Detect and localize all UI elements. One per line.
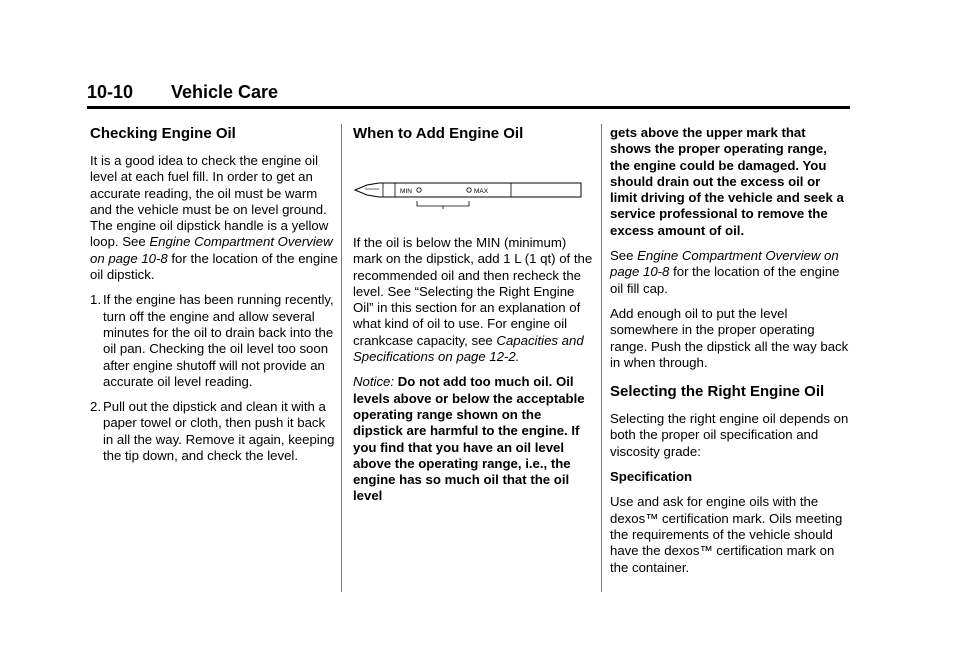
step-2 <box>90 399 338 464</box>
heading-when-to-add-oil: When to Add Engine Oil <box>353 125 524 142</box>
see-paragraph <box>610 248 850 297</box>
notice-paragraph <box>353 374 593 504</box>
intro-text: It is a good idea to check the engine oil level at each fuel fill. In order to get an accurate reading, the oil must be warm and the vehicle must be on level ground. The engine oil dipstick handle is a yellow loop. See <box>90 153 329 250</box>
step-number: 2. <box>90 399 101 415</box>
column-divider <box>601 124 602 592</box>
specification-paragraph: Use and ask for engine oils with the dexos™ certification mark. Oils meeting the requirements of the vehicle should have the dexos™ certification mark on the container. <box>610 494 843 575</box>
operating-range-bracket <box>417 201 469 206</box>
step-number: 1. <box>90 292 101 308</box>
step-1 <box>90 292 338 390</box>
max-label: MAX <box>474 188 489 195</box>
add-oil-text: If the oil is below the MIN (minimum) mark on the dipstick, add 1 L (1 qt) of the recommended oil and then recheck the level. See “Selecting the Right Engine Oil” in this section for an explanation of what kind of oil to use. For engine oil crankcase capacity, see <box>353 235 593 348</box>
dipstick-figure <box>353 155 583 215</box>
intro-paragraph <box>90 153 338 283</box>
engine-compartment-reference: Engine Compartment Overview on page 10‑8 <box>90 234 333 266</box>
notice-label: Notice: <box>353 374 395 390</box>
selecting-paragraph: Selecting the right engine oil depends on both the proper oil specification and viscosity grade: <box>610 411 849 459</box>
engine-compartment-reference: Engine Compartment Overview on page 10‑8 <box>610 248 839 280</box>
add-enough-paragraph: Add enough oil to put the level somewhere in the proper operating range. Push the dipstick all the way back in when through. <box>610 305 849 370</box>
heading-selecting-right-oil: Selecting the Right Engine Oil <box>610 383 825 401</box>
heading-checking-engine-oil: Checking Engine Oil <box>90 125 236 142</box>
see-tail: for the location of the engine oil fill cap. <box>610 264 840 296</box>
section-title: Vehicle Care <box>171 82 279 102</box>
page-number: 10-10 <box>87 82 134 102</box>
step-text: If the engine has been running recently, turn off the engine and allow several minutes for the oil to drain back into the oil pan. Checking the oil level too soon after engine shutoff will not provide an accurate oil level reading. <box>103 292 334 389</box>
column-middle <box>353 125 593 514</box>
notice-text: Do not add too much oil. Oil levels above or below the acceptable operating range shown on the dipstick are harmful to the engine. If you find that you have an oil level above the operating range, i.e., the engine has so much oil that the oil level <box>353 374 585 504</box>
max-mark-icon <box>467 188 471 192</box>
column-right <box>610 125 850 585</box>
column-left <box>90 125 338 473</box>
add-oil-paragraph <box>353 235 593 365</box>
page-header <box>87 80 850 109</box>
step-text: Pull out the dipstick and clean it with a paper towel or cloth, then push it back in all the way. Remove it again, keeping the tip down, and check the level. <box>103 399 335 464</box>
column-divider <box>341 124 342 592</box>
notice-continuation: gets above the upper mark that shows the proper operating range, the engine could be damaged. You should drain out the excess oil or limit driving of the vehicle and seek a service professional to remove the excess amount of oil. <box>610 125 844 238</box>
specification-heading: Specification <box>610 469 693 485</box>
see-word: See <box>610 248 638 264</box>
intro-tail: for the location of the engine oil dipstick. <box>90 250 338 283</box>
capacities-reference: Capacities and Specifications on page 12‑2. <box>353 332 584 365</box>
min-mark-icon <box>417 188 421 192</box>
min-label: MIN <box>400 188 412 195</box>
dipstick-illustration <box>353 155 585 217</box>
